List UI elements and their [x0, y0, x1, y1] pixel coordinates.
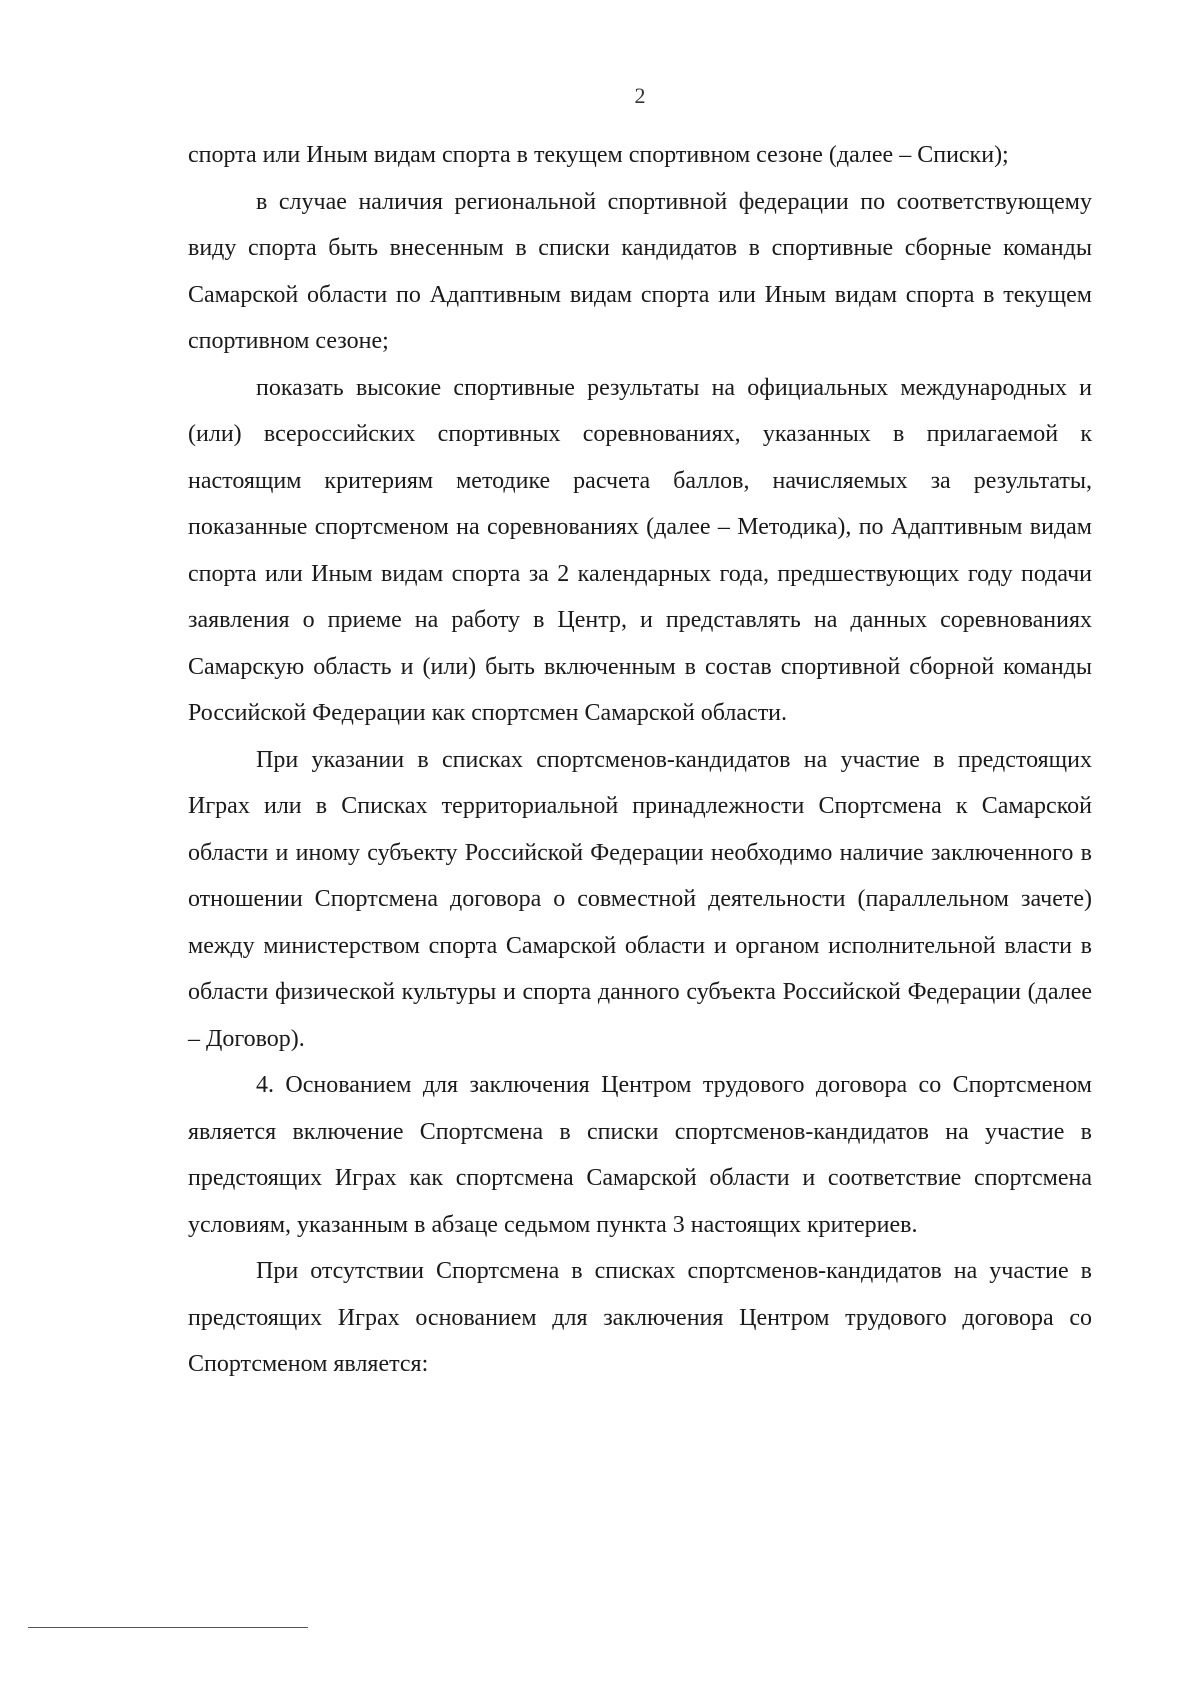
page-number: 2	[634, 83, 646, 108]
paragraph-lists-continuation: спорта или Иным видам спорта в текущем спортивном сезоне (далее – Списки);	[188, 142, 1009, 168]
paragraph-candidate-lists: При указании в списках спортсменов-кандидатов на участие в предстоящих Играх или в Списках территориальной принадлежности Спортсмена к Самарской области и иному субъекту Российской Федерации необходимо наличие заключенного в отношении Спортсмена договора о совместной деятельности (параллельном зачете) между министерством спорта Самарской области и органом исполнительной власти в области физической культуры и спорта данного субъекта Российской Федерации (далее – Договор).	[188, 746, 1092, 1052]
paragraph-high-results: показать высокие спортивные результаты на официальных международных и (или) всероссийских спортивных соревнованиях, указанных в прилагаемой к настоящим критериям методике расчета баллов, начисляемых за результаты, показанные спортсменом на соревнованиях (далее – Методика), по Адаптивным видам спорта или Иным видам спорта за 2 календарных года, предшествующих году подачи заявления о приеме на работу в Центр, и представлять на данных соревнованиях Самарскую область и (или) быть включенным в состав спортивной сборной команды Российской Федерации как спортсмен Самарской области.	[188, 374, 1092, 726]
footnote-separator-line	[28, 1627, 308, 1628]
paragraph-absence: При отсутствии Спортсмена в списках спортсменов-кандидатов на участие в предстоящих Играх основанием для заключения Центром трудового договора со Спортсменом является:	[188, 1258, 1092, 1377]
paragraph-regional-federation: в случае наличия региональной спортивной федерации по соответствующему виду спорта быть внесенным в списки кандидатов в спортивные сборные команды Самарской области по Адаптивным видам спорта или Иным видам спорта в текущем спортивном сезоне;	[188, 188, 1092, 354]
paragraph-item-4: 4. Основанием для заключения Центром трудового договора со Спортсменом является включение Спортсмена в списки спортсменов-кандидатов на участие в предстоящих Играх как спортсмена Самарской области и соответствие спортсмена условиям, указанным в абзаце седьмом пункта 3 настоящих критериев.	[188, 1072, 1092, 1238]
document-body	[188, 132, 1092, 1388]
